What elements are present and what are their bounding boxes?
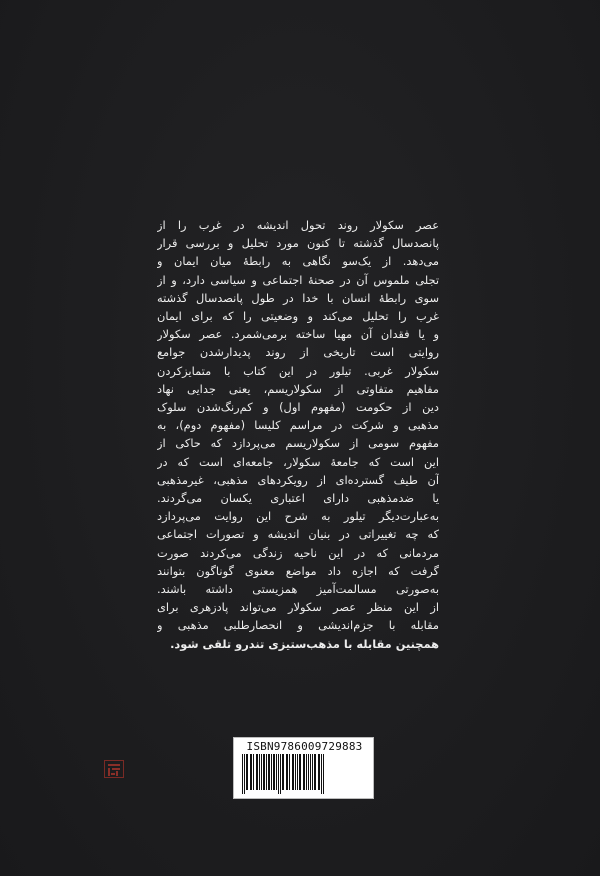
blurb-line: پانصدسال گذشته تا کنون مورد تحلیل و بررسی قرار [157,236,439,251]
barcode-bar [268,754,270,790]
barcode-bar [250,754,252,790]
blurb-line: مذهبی و شرکت در مراسم کلیسا (مفهوم دوم)، به [157,418,439,433]
barcode-bar [256,754,258,790]
blurb-line: به‌عبارت‌دیگر تیلور به شرح این روایت می‌پردازد [157,509,439,524]
barcode-bar [244,754,245,794]
barcode-bar [261,754,262,790]
barcode-bar [278,754,279,794]
barcode-bar [282,754,284,790]
barcode-bar [292,754,294,790]
blurb-line: دین از حکومت (مفهوم اول) و کم‌رنگ‌شدن سلوک [157,400,439,415]
barcode-bar [273,754,275,790]
blurb-line: آن طیف گسترده‌ای از رویکردهای مذهبی، غیرمذهبی [157,472,439,487]
barcode-bar [299,754,301,790]
blurb-line: که چه تغییراتی در بنیان اندیشه و تصورات اجتماعی [157,527,439,542]
blurb-line: به‌صورتی مسالمت‌آمیز همزیستی داشته باشند. [157,582,439,597]
barcode-bar [280,754,281,794]
blurb-line: سکولار غربی. تیلور در این کتاب با متمایزکردن [157,363,439,378]
barcode-bar [303,754,305,790]
blurb-line: مفهوم سومی از سکولاریسم می‌پردازد که حاکی از [157,436,439,451]
barcode-bar [259,754,260,790]
barcode-bar [323,754,324,794]
blurb-line: مردمانی که در این ناحیه زندگی می‌کردند صورت [157,545,439,560]
blurb-line: گرفت که اجازه داد مواضع معنوی گوناگون بتوانند [157,563,439,578]
barcode-bar [242,754,243,794]
blurb-line: و یا فقدان آن مهیا ساخته برمی‌شمرد. عصر سکولار [157,327,439,342]
cover-blurb [157,216,439,653]
barcode-bar [312,754,313,790]
barcode-bar [306,754,307,790]
barcode-bar [253,754,254,790]
blurb-line: مفاهیم متفاوتی از سکولاریسم، یعنی جدایی نهاد [157,381,439,396]
blurb-line: همچنین مقابله با مذهب‌ستیزی تندرو تلقی شود. [170,636,439,651]
barcode-bar [271,754,272,790]
blurb-line: این است که جامعهٔ سکولار، جامعه‌ای است که در [157,454,439,469]
blurb-line: عصر سکولار روند تحول اندیشه در غرب را از [157,218,439,232]
barcode-bar [308,754,309,790]
publisher-seal-icon [104,760,124,778]
barcode-bars [240,754,369,794]
barcode-bar [318,754,320,790]
blurb-line: یا ضدمذهبی دارای اعتباری یکسان می‌گردند. [157,491,439,506]
barcode-bar [295,754,296,790]
isbn-number: ISBN9786009729883 [246,740,363,753]
barcode-bar [276,754,277,790]
blurb-line: می‌دهد. از یک‌سو نگاهی به رابطهٔ میان ایمان و [157,254,439,269]
barcode-bar [297,754,298,790]
blurb-line: روایتی است تاریخی از روند پدیدارشدن جوامع [157,345,439,360]
blurb-line: مقابله با جزم‌اندیشی و انحصارطلبی مذهبی و [157,618,439,633]
barcode-bar [310,754,311,790]
blurb-line: سوی رابطهٔ انسان با خدا در طول پانصدسال گذشته [157,290,439,305]
blurb-line: غرب را تحلیل می‌کند و وضعیتی را که برای ایمان [157,309,439,324]
barcode-bar [266,754,267,790]
blurb-line: تجلی ملموس آن در صحنهٔ اجتماعی و سیاسی دارد، و از [157,272,439,287]
barcode-bar [263,754,265,790]
barcode-bar [314,754,316,790]
barcode-bar [246,754,248,790]
barcode-bar [289,754,290,790]
isbn-barcode [233,737,374,799]
barcode-bar [286,754,288,790]
barcode-bar [321,754,322,794]
blurb-line: از این منظر عصر سکولار می‌تواند پادزهری برای [157,600,439,615]
